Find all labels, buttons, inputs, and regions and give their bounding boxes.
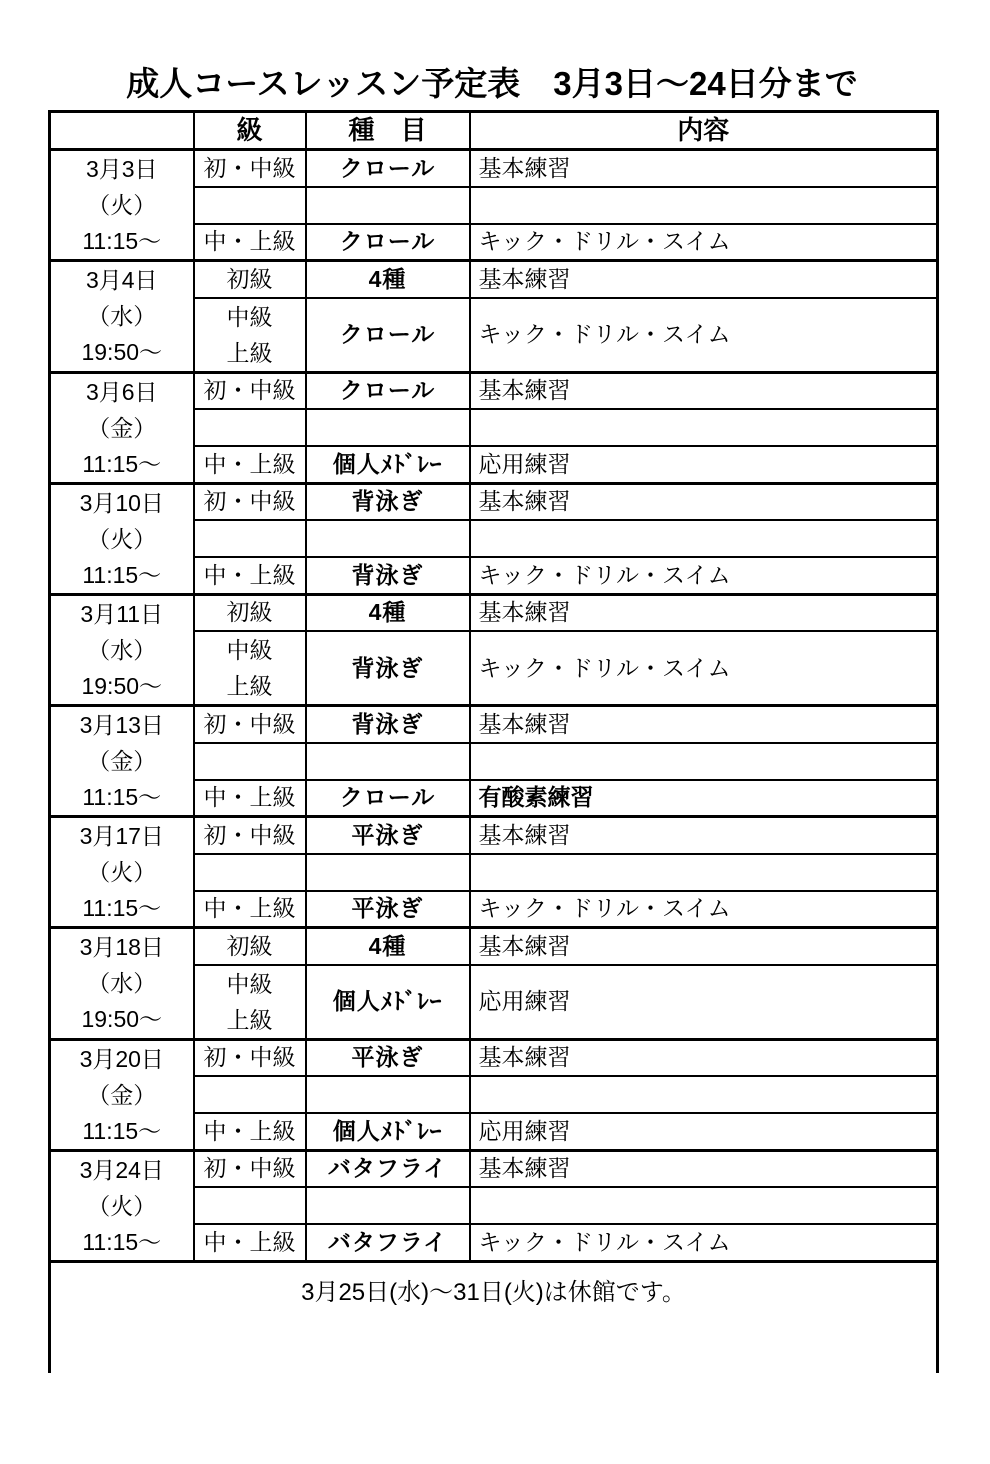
content-cell: キック・ドリル・スイム xyxy=(470,557,938,594)
level-cell: 中・上級 xyxy=(194,891,306,928)
level-cell: 中・上級 xyxy=(194,1224,306,1261)
content-cell: 基本練習 xyxy=(470,261,938,298)
event-cell: 平泳ぎ xyxy=(306,891,470,928)
date-line: 3月24日 xyxy=(79,1156,164,1183)
date-line: 11:15～ xyxy=(82,561,162,588)
closure-note: 3月25日(水)～31日(火)は休館です。 xyxy=(50,1261,938,1373)
header-row xyxy=(50,112,938,150)
level-line: 上級 xyxy=(226,1006,273,1033)
event-cell: 個人ﾒﾄﾞﾚｰ xyxy=(306,1113,470,1150)
content-cell: 応用練習 xyxy=(470,1113,938,1150)
empty-event-cell xyxy=(306,743,470,780)
date-cell xyxy=(50,483,194,594)
empty-event-cell xyxy=(306,854,470,891)
event-cell: 4種 xyxy=(306,594,470,631)
lesson-row xyxy=(50,150,938,187)
empty-content-cell xyxy=(470,187,938,224)
level-cell: 中・上級 xyxy=(194,446,306,483)
date-line: （金） xyxy=(87,1081,157,1108)
date-line: （火） xyxy=(87,192,157,219)
content-cell: キック・ドリル・スイム xyxy=(470,1224,938,1261)
lesson-row xyxy=(50,817,938,854)
level-cell: 初級 xyxy=(194,928,306,965)
date-line: 3月11日 xyxy=(80,600,164,627)
level-cell xyxy=(194,631,306,706)
empty-level-cell xyxy=(194,409,306,446)
date-line: 3月3日 xyxy=(85,156,158,183)
content-cell: 基本練習 xyxy=(470,372,938,409)
empty-content-cell xyxy=(470,743,938,780)
empty-event-cell xyxy=(306,409,470,446)
empty-level-cell xyxy=(194,187,306,224)
date-line: （金） xyxy=(87,748,157,775)
date-cell xyxy=(50,1039,194,1150)
empty-level-cell xyxy=(194,1076,306,1113)
content-cell: キック・ドリル・スイム xyxy=(470,891,938,928)
page-title: 成人コースレッスン予定表 3月3日～24日分まで xyxy=(126,65,858,102)
date-line: （水） xyxy=(87,970,157,997)
date-line: （水） xyxy=(87,636,157,663)
level-line: 上級 xyxy=(226,673,273,700)
content-cell: キック・ドリル・スイム xyxy=(470,224,938,261)
date-line: 3月17日 xyxy=(79,823,164,850)
date-cell xyxy=(50,928,194,1040)
level-cell: 中・上級 xyxy=(194,557,306,594)
event-cell: クロール xyxy=(306,372,470,409)
date-cell xyxy=(50,1150,194,1261)
event-cell: 背泳ぎ xyxy=(306,706,470,743)
empty-content-cell xyxy=(470,520,938,557)
level-line: 中級 xyxy=(226,303,273,330)
level-cell: 中・上級 xyxy=(194,780,306,817)
level-cell: 中・上級 xyxy=(194,224,306,261)
empty-level-cell xyxy=(194,854,306,891)
event-cell: クロール xyxy=(306,298,470,373)
event-cell: クロール xyxy=(306,150,470,187)
content-cell: 応用練習 xyxy=(470,965,938,1040)
content-cell: キック・ドリル・スイム xyxy=(470,631,938,706)
empty-event-cell xyxy=(306,520,470,557)
date-line: 3月13日 xyxy=(79,712,164,739)
event-cell: 背泳ぎ xyxy=(306,483,470,520)
lesson-row xyxy=(50,372,938,409)
lesson-row xyxy=(50,261,938,298)
event-cell: バタフライ xyxy=(306,1150,470,1187)
content-cell: 基本練習 xyxy=(470,594,938,631)
level-cell: 初・中級 xyxy=(194,706,306,743)
date-line: （火） xyxy=(87,859,157,886)
level-cell: 初・中級 xyxy=(194,817,306,854)
date-cell xyxy=(50,372,194,483)
header-date-empty xyxy=(50,112,194,150)
header-content: 内容 xyxy=(470,112,938,150)
event-cell: 4種 xyxy=(306,928,470,965)
content-cell: 基本練習 xyxy=(470,150,938,187)
lesson-row xyxy=(50,1039,938,1076)
lesson-row xyxy=(50,594,938,631)
date-line: 11:15～ xyxy=(82,784,162,811)
footer-row xyxy=(50,1261,938,1373)
date-line: 11:15～ xyxy=(82,1228,162,1255)
event-cell: 平泳ぎ xyxy=(306,1039,470,1076)
date-line: 3月6日 xyxy=(85,378,158,405)
event-cell: バタフライ xyxy=(306,1224,470,1261)
event-cell: クロール xyxy=(306,780,470,817)
event-cell: クロール xyxy=(306,224,470,261)
content-cell: キック・ドリル・スイム xyxy=(470,298,938,373)
content-cell: 基本練習 xyxy=(470,706,938,743)
date-line: 11:15～ xyxy=(82,895,162,922)
date-line: 11:15～ xyxy=(82,228,162,255)
date-line: （火） xyxy=(87,525,157,552)
date-line: 19:50～ xyxy=(81,339,163,366)
date-cell xyxy=(50,594,194,706)
date-line: 19:50～ xyxy=(81,1006,163,1033)
date-line: 3月4日 xyxy=(85,267,158,294)
empty-event-cell xyxy=(306,1076,470,1113)
empty-content-cell xyxy=(470,1076,938,1113)
level-cell: 初級 xyxy=(194,594,306,631)
date-line: 3月20日 xyxy=(79,1045,164,1072)
date-line: 3月18日 xyxy=(79,934,164,961)
level-cell xyxy=(194,965,306,1040)
date-line: （水） xyxy=(87,303,157,330)
content-cell: 基本練習 xyxy=(470,1150,938,1187)
empty-level-cell xyxy=(194,520,306,557)
event-cell: 平泳ぎ xyxy=(306,817,470,854)
content-cell: 基本練習 xyxy=(470,928,938,965)
content-cell: 有酸素練習 xyxy=(470,780,938,817)
lesson-row xyxy=(50,1150,938,1187)
level-cell: 初・中級 xyxy=(194,483,306,520)
lesson-row xyxy=(50,928,938,965)
lesson-row xyxy=(50,706,938,743)
date-line: 3月10日 xyxy=(79,489,164,516)
event-cell: 個人ﾒﾄﾞﾚｰ xyxy=(306,965,470,1040)
date-line: 19:50～ xyxy=(81,672,163,699)
level-cell xyxy=(194,298,306,373)
level-line: 中級 xyxy=(226,637,273,664)
empty-level-cell xyxy=(194,743,306,780)
empty-event-cell xyxy=(306,1187,470,1224)
level-cell: 初級 xyxy=(194,261,306,298)
level-line: 中級 xyxy=(226,970,273,997)
date-cell xyxy=(50,261,194,373)
date-line: 11:15～ xyxy=(82,450,162,477)
date-line: （火） xyxy=(87,1192,157,1219)
empty-level-cell xyxy=(194,1187,306,1224)
level-line: 上級 xyxy=(226,339,273,366)
content-cell: 基本練習 xyxy=(470,1039,938,1076)
content-cell: 基本練習 xyxy=(470,817,938,854)
empty-content-cell xyxy=(470,409,938,446)
lesson-row xyxy=(50,483,938,520)
level-cell: 初・中級 xyxy=(194,1150,306,1187)
event-cell: 背泳ぎ xyxy=(306,631,470,706)
date-line: （金） xyxy=(87,414,157,441)
date-line: 11:15～ xyxy=(82,1117,162,1144)
level-cell: 初・中級 xyxy=(194,150,306,187)
event-cell: 個人ﾒﾄﾞﾚｰ xyxy=(306,446,470,483)
event-cell: 背泳ぎ xyxy=(306,557,470,594)
date-cell xyxy=(50,706,194,817)
level-cell: 初・中級 xyxy=(194,1039,306,1076)
level-cell: 中・上級 xyxy=(194,1113,306,1150)
date-cell xyxy=(50,150,194,261)
lesson-schedule-table xyxy=(48,110,939,1373)
header-level: 級 xyxy=(194,112,306,150)
empty-content-cell xyxy=(470,854,938,891)
event-cell: 4種 xyxy=(306,261,470,298)
empty-event-cell xyxy=(306,187,470,224)
date-cell xyxy=(50,817,194,928)
content-cell: 基本練習 xyxy=(470,483,938,520)
content-cell: 応用練習 xyxy=(470,446,938,483)
header-event: 種 目 xyxy=(306,112,470,150)
level-cell: 初・中級 xyxy=(194,372,306,409)
empty-content-cell xyxy=(470,1187,938,1224)
